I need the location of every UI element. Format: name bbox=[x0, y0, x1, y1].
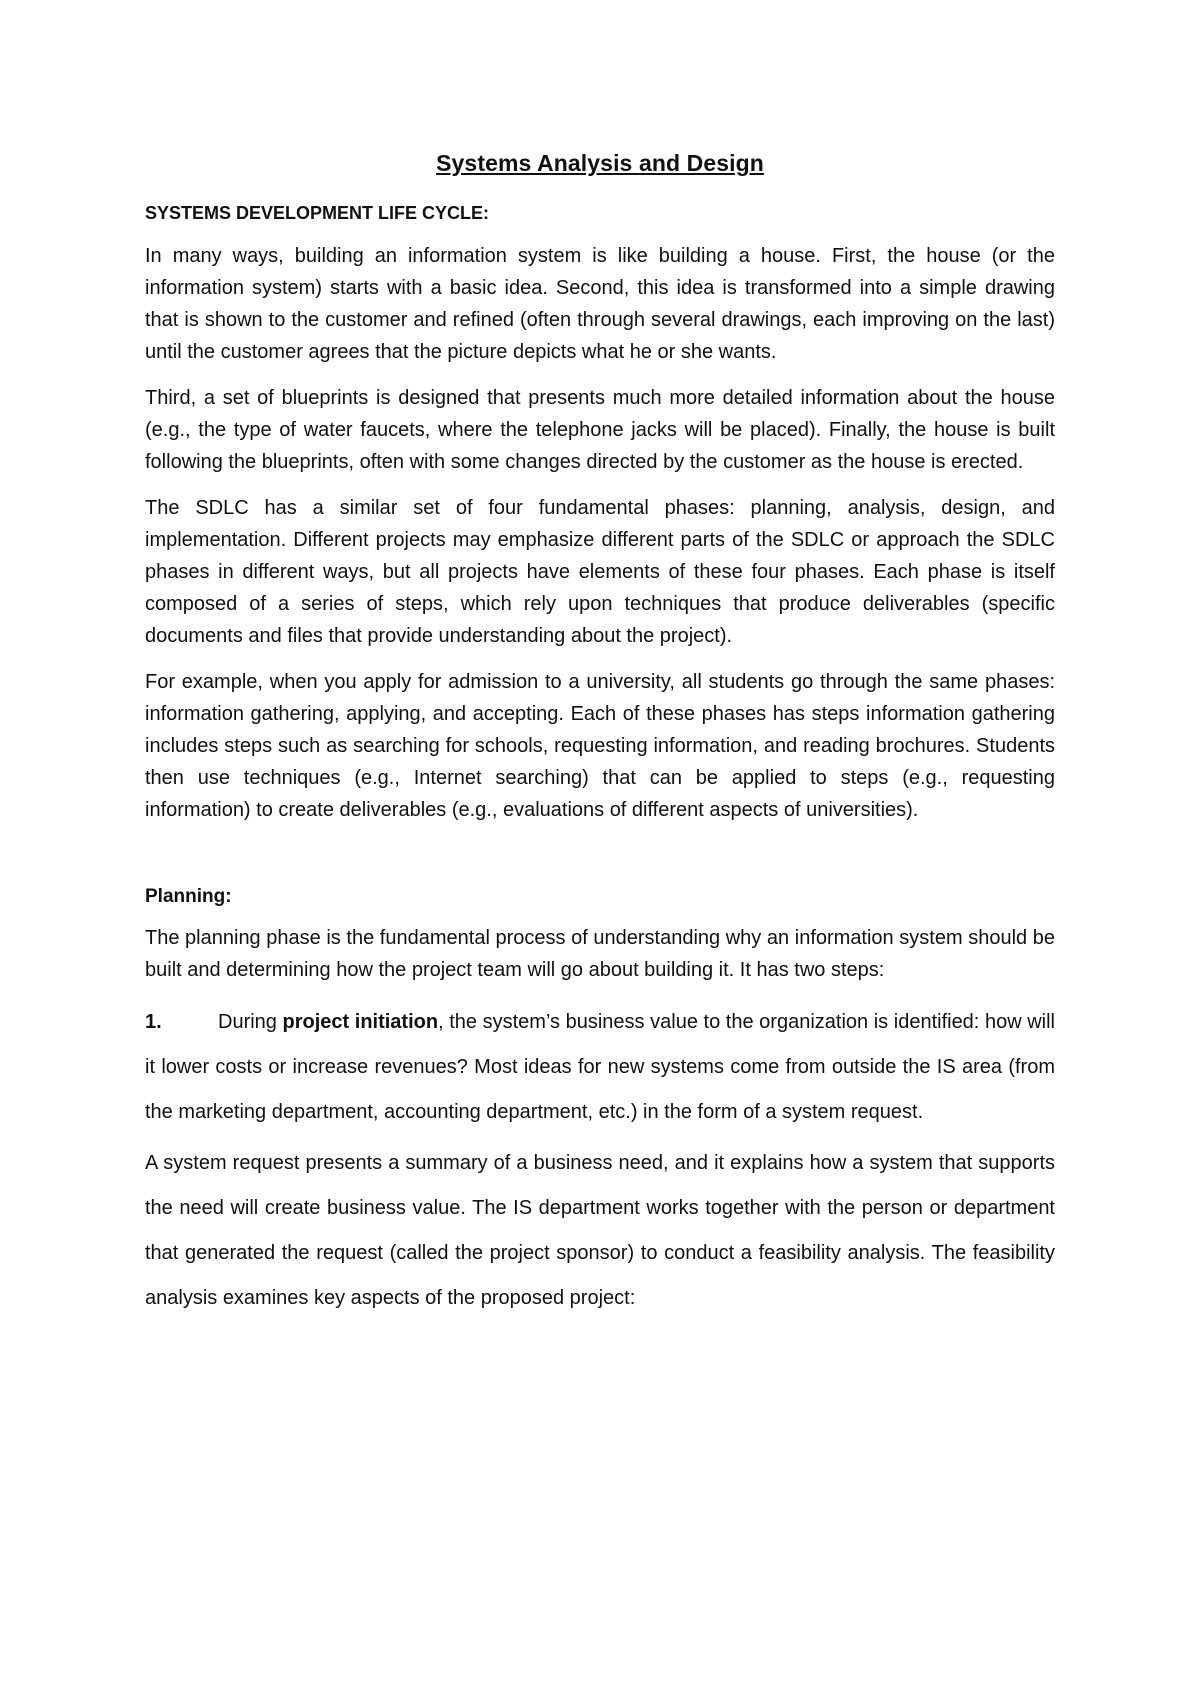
document-page bbox=[145, 140, 1055, 1321]
planning-intro: The planning phase is the fundamental process of understanding why an information system should be built and determining how the project team will go about building it. It has two steps: bbox=[145, 927, 1055, 981]
planning-heading: Planning: bbox=[145, 886, 232, 907]
document-title: Systems Analysis and Design bbox=[436, 150, 764, 176]
term-project-initiation: project initiation bbox=[282, 1011, 439, 1033]
paragraph-house-analogy: In many ways, building an information system is like building a house. First, the house (or the information system) starts with a basic idea. Second, this idea is transformed into a simple drawing that is shown to the customer and refined (often through several drawings, each improving on the last) until the customer agrees that the picture depicts what he or she wants. bbox=[145, 245, 1055, 363]
list-number: 1. bbox=[145, 1011, 162, 1033]
list-item-lead: During bbox=[218, 1011, 283, 1033]
list-item-text: , the system’s business value to the organization is identified: how will it lower costs or increase revenues? Most ideas for new systems come from outside the IS area (from the marketing department, accounting department, etc.) in the form of a system request. bbox=[145, 1011, 1055, 1123]
list-item-project-initiation bbox=[145, 1000, 1055, 1135]
paragraph-system-request: A system request presents a summary of a business need, and it explains how a system that supports the need will create business value. The IS department works together with the person or department that generated the request (called the project sponsor) to conduct a feasibility analysis. The feasibility analysis examines key aspects of the proposed project: bbox=[145, 1152, 1055, 1309]
paragraph-university-example: For example, when you apply for admission to a university, all students go through the same phases: information gathering, applying, and accepting. Each of these phases has steps information gathering includes steps such as searching for schools, requesting information, and reading brochures. Students then use techniques (e.g., Internet searching) that can be applied to steps (e.g., requesting information) to create deliverables (e.g., evaluations of different aspects of universities). bbox=[145, 671, 1055, 821]
paragraph-blueprints: Third, a set of blueprints is designed that presents much more detailed information about the house (e.g., the type of water faucets, where the telephone jacks will be placed). Finally, the house is built following the blueprints, often with some changes directed by the customer as the house is erected. bbox=[145, 387, 1055, 473]
paragraph-sdlc-phases: The SDLC has a similar set of four fundamental phases: planning, analysis, design, and implementation. Different projects may emphasize different parts of the SDLC or approach the SDLC phases in different ways, but all projects have elements of these four phases. Each phase is itself composed of a series of steps, which rely upon techniques that produce deliverables (specific documents and files that provide understanding about the project). bbox=[145, 497, 1055, 647]
section-spacer bbox=[145, 840, 1055, 886]
section-heading-sdlc: SYSTEMS DEVELOPMENT LIFE CYCLE: bbox=[145, 203, 490, 223]
